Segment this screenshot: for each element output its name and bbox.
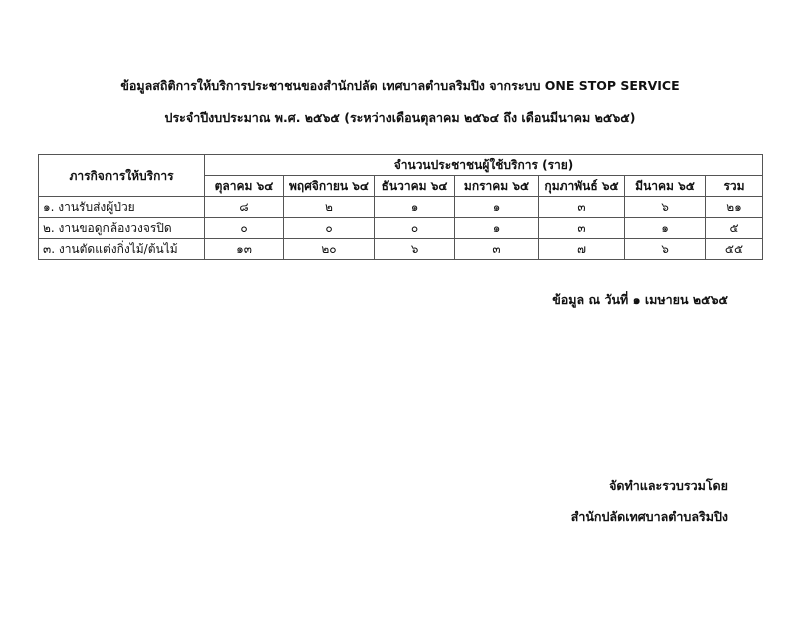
statistics-table (38, 154, 763, 260)
month-header: ตุลาคม ๖๔ (205, 176, 284, 197)
office-name: สำนักปลัดเทศบาลตำบลริมปิง (570, 509, 728, 524)
task-column-header: ภารกิจการให้บริการ (39, 155, 205, 197)
group-column-header: จำนวนประชาชนผู้ใช้บริการ (ราย) (205, 155, 763, 176)
value-cell: ๘ (205, 197, 284, 218)
value-cell: ๓ (539, 218, 625, 239)
table-row (39, 239, 763, 260)
total-cell: ๕ (706, 218, 763, 239)
value-cell: ๓ (539, 197, 625, 218)
value-cell: ๒๐ (284, 239, 375, 260)
value-cell: ๖ (625, 197, 706, 218)
month-header: ธันวาคม ๖๔ (375, 176, 455, 197)
value-cell: ๖ (375, 239, 455, 260)
task-cell: ๒. งานขอดูกล้องวงจรปิด (39, 218, 205, 239)
task-cell: ๑. งานรับส่งผู้ป่วย (39, 197, 205, 218)
value-cell: ๑ (455, 197, 539, 218)
value-cell: ๐ (205, 218, 284, 239)
document-subtitle: ประจำปีงบประมาณ พ.ศ. ๒๕๖๕ (ระหว่างเดือนตุลาคม ๒๕๖๔ ถึง เดือนมีนาคม ๒๕๖๕) (164, 110, 636, 125)
value-cell: ๐ (284, 218, 375, 239)
month-header: มีนาคม ๖๕ (625, 176, 706, 197)
value-cell: ๑ (455, 218, 539, 239)
table-row (39, 197, 763, 218)
total-cell: ๒๑ (706, 197, 763, 218)
month-header: มกราคม ๖๕ (455, 176, 539, 197)
month-header: พฤศจิกายน ๖๔ (284, 176, 375, 197)
value-cell: ๑ (375, 197, 455, 218)
value-cell: ๖ (625, 239, 706, 260)
value-cell: ๒ (284, 197, 375, 218)
value-cell: ๓ (455, 239, 539, 260)
month-header: กุมภาพันธ์ ๖๕ (539, 176, 625, 197)
total-header: รวม (706, 176, 763, 197)
value-cell: ๗ (539, 239, 625, 260)
document-title: ข้อมูลสถิติการให้บริการประชาชนของสำนักปลัด เทศบาลตำบลริมปิง จากระบบ ONE STOP SERVICE (120, 78, 680, 93)
value-cell: ๐ (375, 218, 455, 239)
task-cell: ๓. งานตัดแต่งกิ่งไม้/ต้นไม้ (39, 239, 205, 260)
data-date-note: ข้อมูล ณ วันที่ ๑ เมษายน ๒๕๖๕ (552, 292, 728, 307)
value-cell: ๑๓ (205, 239, 284, 260)
prepared-by-label: จัดทำและรวบรวมโดย (609, 478, 728, 493)
table-row (39, 218, 763, 239)
table-header-row (39, 155, 763, 176)
total-cell: ๕๕ (706, 239, 763, 260)
value-cell: ๑ (625, 218, 706, 239)
